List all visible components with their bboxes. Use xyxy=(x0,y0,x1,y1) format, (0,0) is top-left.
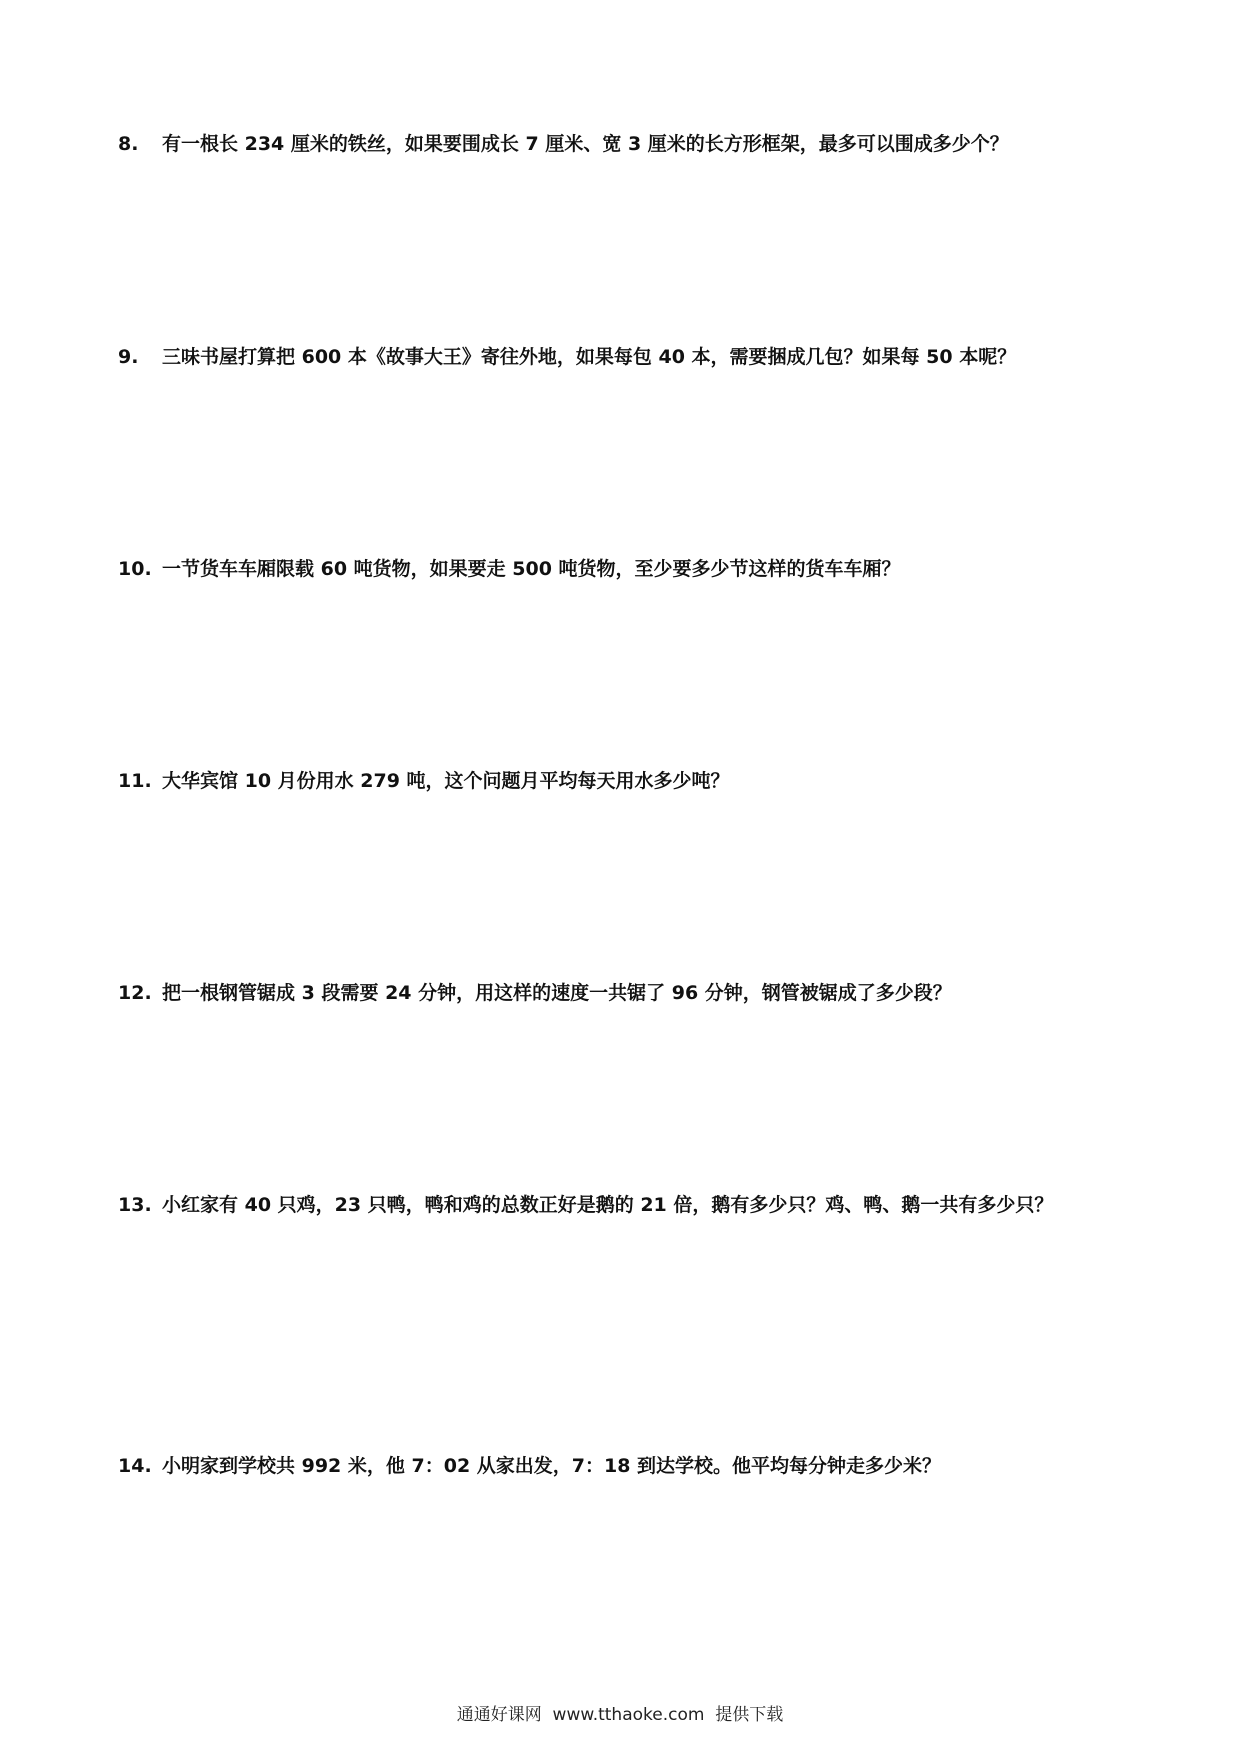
question-13 xyxy=(118,1182,1128,1228)
question-8 xyxy=(118,121,1128,167)
question-text: 把一根钢管锯成 3 段需要 24 分钟，用这样的速度一共锯了 96 分钟，钢管被锯成了多少段？ xyxy=(162,982,952,1004)
question-text: 大华宾馆 10 月份用水 279 吨，这个问题月平均每天用水多少吨？ xyxy=(162,770,730,792)
footer-source: 通通好课网 www.tthaoke.com 提供下载 xyxy=(456,1705,784,1725)
question-14 xyxy=(118,1443,1128,1489)
question-11 xyxy=(118,758,1128,804)
question-number: 12. xyxy=(118,982,152,1004)
question-number: 13. xyxy=(118,1194,152,1216)
question-9 xyxy=(118,334,1128,380)
question-number: 8. xyxy=(118,133,139,155)
question-text: 小明家到学校共 992 米，他 7：02 从家出发，7：18 到达学校。他平均每分钟走多少米？ xyxy=(162,1455,942,1477)
question-number: 10. xyxy=(118,558,152,580)
question-text: 三味书屋打算把 600 本《故事大王》寄往外地，如果每包 40 本，需要捆成几包？如果每 50 本呢？ xyxy=(162,346,1017,368)
question-number: 14. xyxy=(118,1455,152,1477)
question-12 xyxy=(118,970,1128,1016)
question-text: 小红家有 40 只鸡，23 只鸭，鸭和鸡的总数正好是鹅的 21 倍，鹅有多少只？鸡、鸭、鹅一共有多少只？ xyxy=(162,1194,1054,1216)
question-number: 9. xyxy=(118,346,139,368)
question-text: 有一根长 234 厘米的铁丝，如果要围成长 7 厘米、宽 3 厘米的长方形框架，最多可以围成多少个？ xyxy=(162,133,1009,155)
question-number: 11. xyxy=(118,770,152,792)
question-10 xyxy=(118,546,1128,592)
question-text: 一节货车车厢限载 60 吨货物，如果要走 500 吨货物，至少要多少节这样的货车车厢？ xyxy=(162,558,901,580)
